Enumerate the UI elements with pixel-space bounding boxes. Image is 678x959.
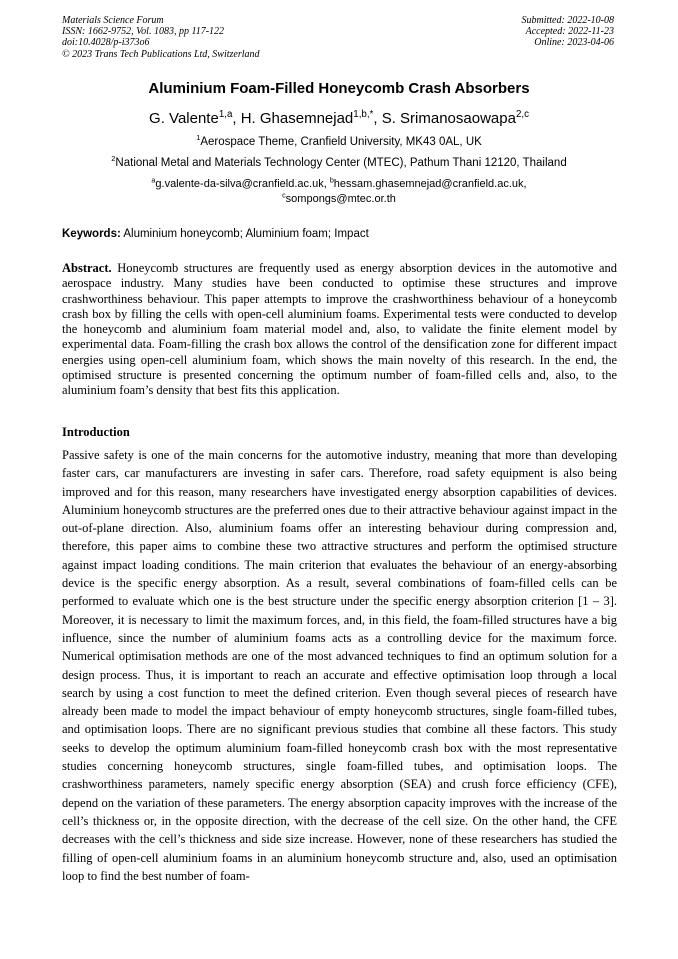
accepted-date: Accepted: 2022-11-23	[525, 26, 614, 38]
email-sup: c	[282, 191, 286, 200]
email-line-1	[0, 178, 678, 190]
affiliation-text: Aerospace Theme, Cranfield University, MK43 0AL, UK	[200, 136, 482, 148]
keywords-label: Keywords:	[62, 228, 121, 240]
affiliation-2	[0, 154, 678, 169]
online-date: Online: 2023-04-06	[534, 37, 614, 49]
journal-header-left	[62, 15, 260, 60]
author-name: H. Ghasemnejad	[240, 110, 354, 127]
issn-line: ISSN: 1662-9752, Vol. 1083, pp 117-122	[62, 26, 225, 38]
abstract-label: Abstract.	[62, 261, 112, 275]
copyright-line: © 2023 Trans Tech Publications Ltd, Switzerland	[62, 48, 260, 60]
email-link: hessam.ghasemnejad@cranfield.ac.uk,	[333, 178, 527, 190]
paper-title: Aluminium Foam-Filled Honeycomb Crash Absorbers	[148, 80, 530, 97]
journal-name: Materials Science Forum	[62, 15, 164, 26]
keywords	[62, 228, 617, 240]
author-separator: ,	[373, 110, 382, 127]
affiliation-sup: 2	[111, 154, 116, 164]
introduction-body: Passive safety is one of the main concerns for the automotive industry, meaning that more than developing faster cars, car manufacturers are investing in safer cars. Therefore, road safety equipment is also being improved and for this reason, many researchers have investigated energy absorption capabilities of devices. Aluminium honeycomb structures are the preferred ones due to their attractive behaviour against impact in the out-of-plane direction. Also, aluminium foams offer an interesting behaviour during compression and, therefore, this paper aims to combine these two attractive structures and perform the optimised structure against impact loading conditions. The main criterion that evaluates the behaviour of an energy-absorbing device is the specific energy absorption. As a result, several combinations of foam-filled cells can be performed to evaluate which one is the best structure under the specific energy absorption criterion [1 – 3]. Moreover, it is necessary to limit the maximum forces, and, in this field, the foam-filled structures have a big influence, since the number of aluminium foams acts as a controlling device for the maximum force. Numerical optimisation methods are one of the most advanced techniques to find an optimum solution for a design process. Thus, it is important to reach an accurate and effective optimisation loop through a local search by using a cost function to meet the defined criterion. Even though several pieces of research have already been made to model the impact behaviour of empty honeycomb structures, single foam-filled tubes, and optimisation loops. There are no significant previous studies that combine all these factors. This study seeks to develop the optimum aluminium foam-filled honeycomb crash box with the most representative studies concerning honeycomb structures, single foam-filled tubes, and optimisation loops. The crashworthiness parameters, namely specific energy absorption (SEA) and crush force efficiency (CFE), depend on the variation of these parameters. The energy absorption capacity improves with the increase of the cell’s thickness or, in the opposite direction, with the decrease of the cell size. On the other hand, the CFE decreases with the cell’s thickness and side size increase. However, none of these researchers has studied the filling of open-cell aluminium foams in an aluminium honeycomb structure and, also, used an optimisation loop to find the best number of foam-	[62, 448, 617, 883]
affiliation-text: National Metal and Materials Technology Center (MTEC), Pathum Thani 12120, Thailand	[115, 157, 567, 169]
abstract	[62, 261, 617, 399]
submitted-date: Submitted: 2022-10-08	[521, 15, 614, 26]
email-sup: b	[329, 176, 334, 185]
author-separator: ,	[232, 110, 241, 127]
affiliation-sup: 1	[196, 133, 201, 143]
author-sup: 1,a	[218, 109, 233, 120]
author-sup: 1,b,*	[353, 109, 374, 120]
author-name: G. Valente	[149, 110, 219, 127]
author-name: S. Srimanosaowapa	[381, 110, 516, 127]
section-heading-introduction: Introduction	[62, 425, 130, 439]
email-link: g.valente-da-silva@cranfield.ac.uk,	[155, 178, 330, 190]
doi-line: doi:10.4028/p-i373o6	[62, 37, 150, 49]
abstract-text: Honeycomb structures are frequently used as energy absorption devices in the automotive and aerospace industry. Many studies have been conducted to optimise these structures and improve crashworthiness behaviour. This paper attempts to improve the crashworthiness behaviour of a honeycomb crash box by filling the cells with open-cell aluminium foams. Experimental tests were conducted to develop the honeycomb and aluminium foam material model and, also, to validate the finite element model by experimental data. Foam-filling the crash box allows the control of the densification zone for different impact energies using open-cell aluminium foam, which shows the main novelty of this research. In the end, the optimised structure is presented concerning the optimum number of foam-filled cells and, also, to the aluminium foam’s density that best fits this application.	[62, 261, 617, 398]
email-link: sompongs@mtec.or.th	[285, 193, 396, 205]
affiliation-1	[0, 133, 678, 148]
author-list	[0, 110, 678, 127]
email-sup: a	[151, 176, 156, 185]
author-sup: 2,c	[515, 109, 529, 120]
email-line-2	[0, 193, 678, 205]
journal-header-right	[522, 15, 615, 49]
keywords-text: Aluminium honeycomb; Aluminium foam; Impact	[120, 228, 369, 240]
